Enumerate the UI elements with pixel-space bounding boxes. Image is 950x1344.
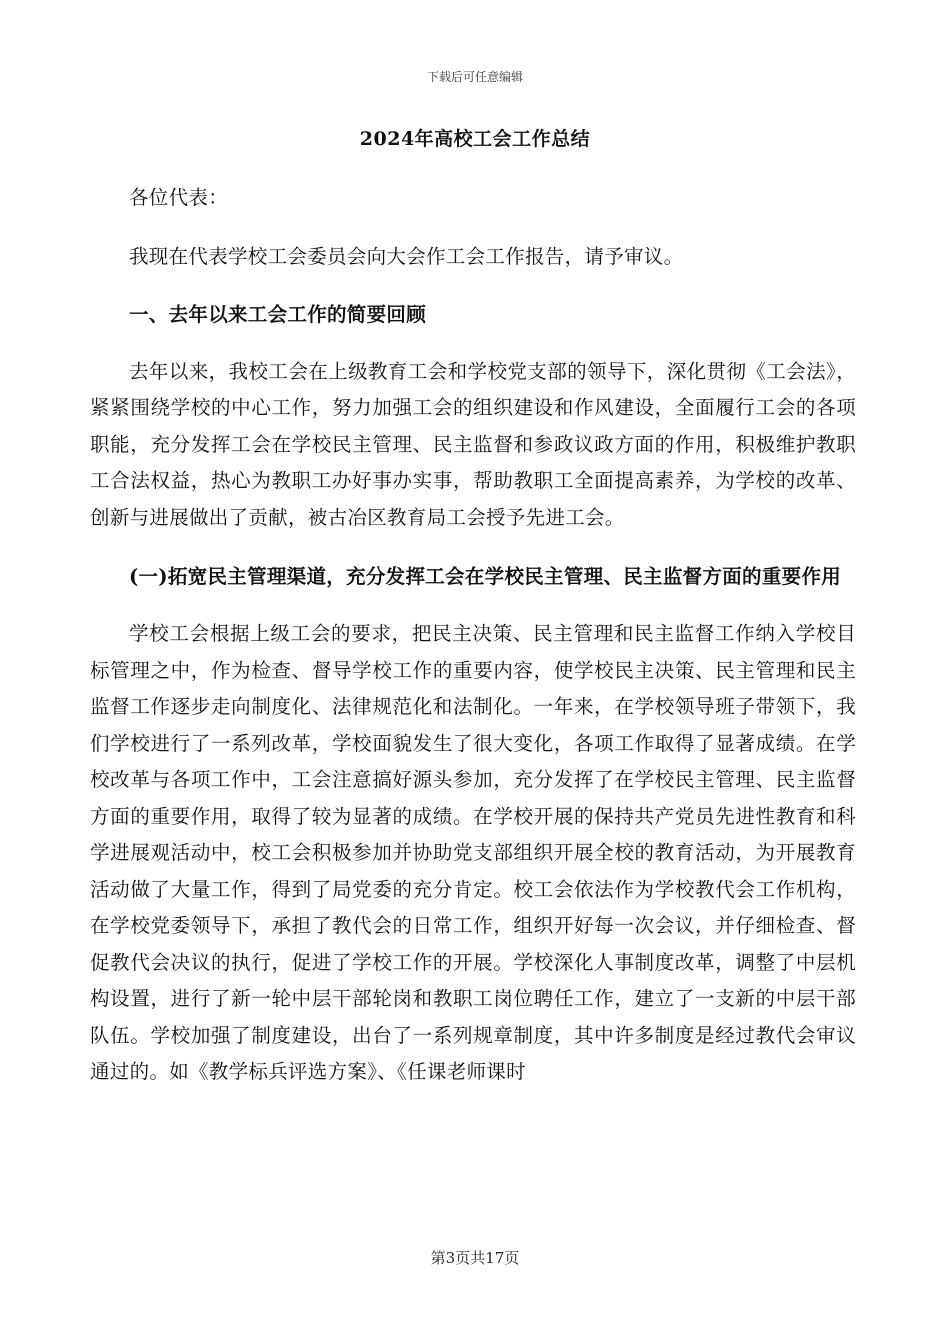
intro-paragraph: 我现在代表学校工会委员会向大会作工会工作报告，请予审议。	[129, 244, 684, 268]
section-heading: 一、去年以来工会工作的简要回顾	[129, 303, 427, 326]
document-title: 2024年高校工会工作总结	[359, 128, 591, 150]
subsection-paragraph: 学校工会根据上级工会的要求，把民主决策、民主管理和民主监督工作纳入学校目标管理之中，作为检查、督导学校工作的重要内容，使学校民主决策、民主管理和民主监督工作逐步走向制度化、法律规范化和法制化。一年来，在学校领导班子带领下，我们学校进行了一系列改革，学校面貌发生了很大变化，各项工作取得了显著成绩。在学校改革与各项工作中，工会注意搞好源头参加，充分发挥了在学校民主管理、民主监督方面的重要作用，取得了较为显著的成绩。在学校开展的保持共产党员先进性教育和科学进展观活动中，校工会积极参加并协助党支部组织开展全校的教育活动，为开展教育活动做了大量工作，得到了局党委的充分肯定。校工会依法作为学校教代会工作机构，在学校党委领导下，承担了教代会的日常工作，组织开好每一次会议，并仔细检查、督促教代会决议的执行，促进了学校工作的开展。学校深化人事制度改革，调整了中层机构设置，进行了新一轮中层干部轮岗和教职工岗位聘任工作，建立了一支新的中层干部队伍。学校加强了制度建设，出台了一系列规章制度，其中许多制度是经过教代会审议通过的。如《教学标兵评选方案》、《任课老师课时	[90, 622, 856, 1083]
salutation: 各位代表：	[129, 186, 229, 209]
subsection-heading: (一)拓宽民主管理渠道，充分发挥工会在学校民主管理、民主监督方面的重要作用	[129, 565, 842, 588]
document-body	[90, 180, 856, 1091]
page-number-footer: 第3页共17页	[430, 1249, 520, 1267]
section-paragraph: 去年以来，我校工会在上级教育工会和学校党支部的领导下，深化贯彻《工会法》，紧紧围绕学校的中心工作，努力加强工会的组织建设和作风建设，全面履行工会的各项职能，充分发挥工会在学校民主管理、民主监督和参政议政方面的作用，积极维护教职工合法权益，热心为教职工办好事办实事，帮助教职工全面提高素养，为学校的改革、创新与进展做出了贡献，被古冶区教育局工会授予先进工会。	[90, 359, 856, 529]
header-note: 下载后可任意编辑	[426, 70, 523, 84]
